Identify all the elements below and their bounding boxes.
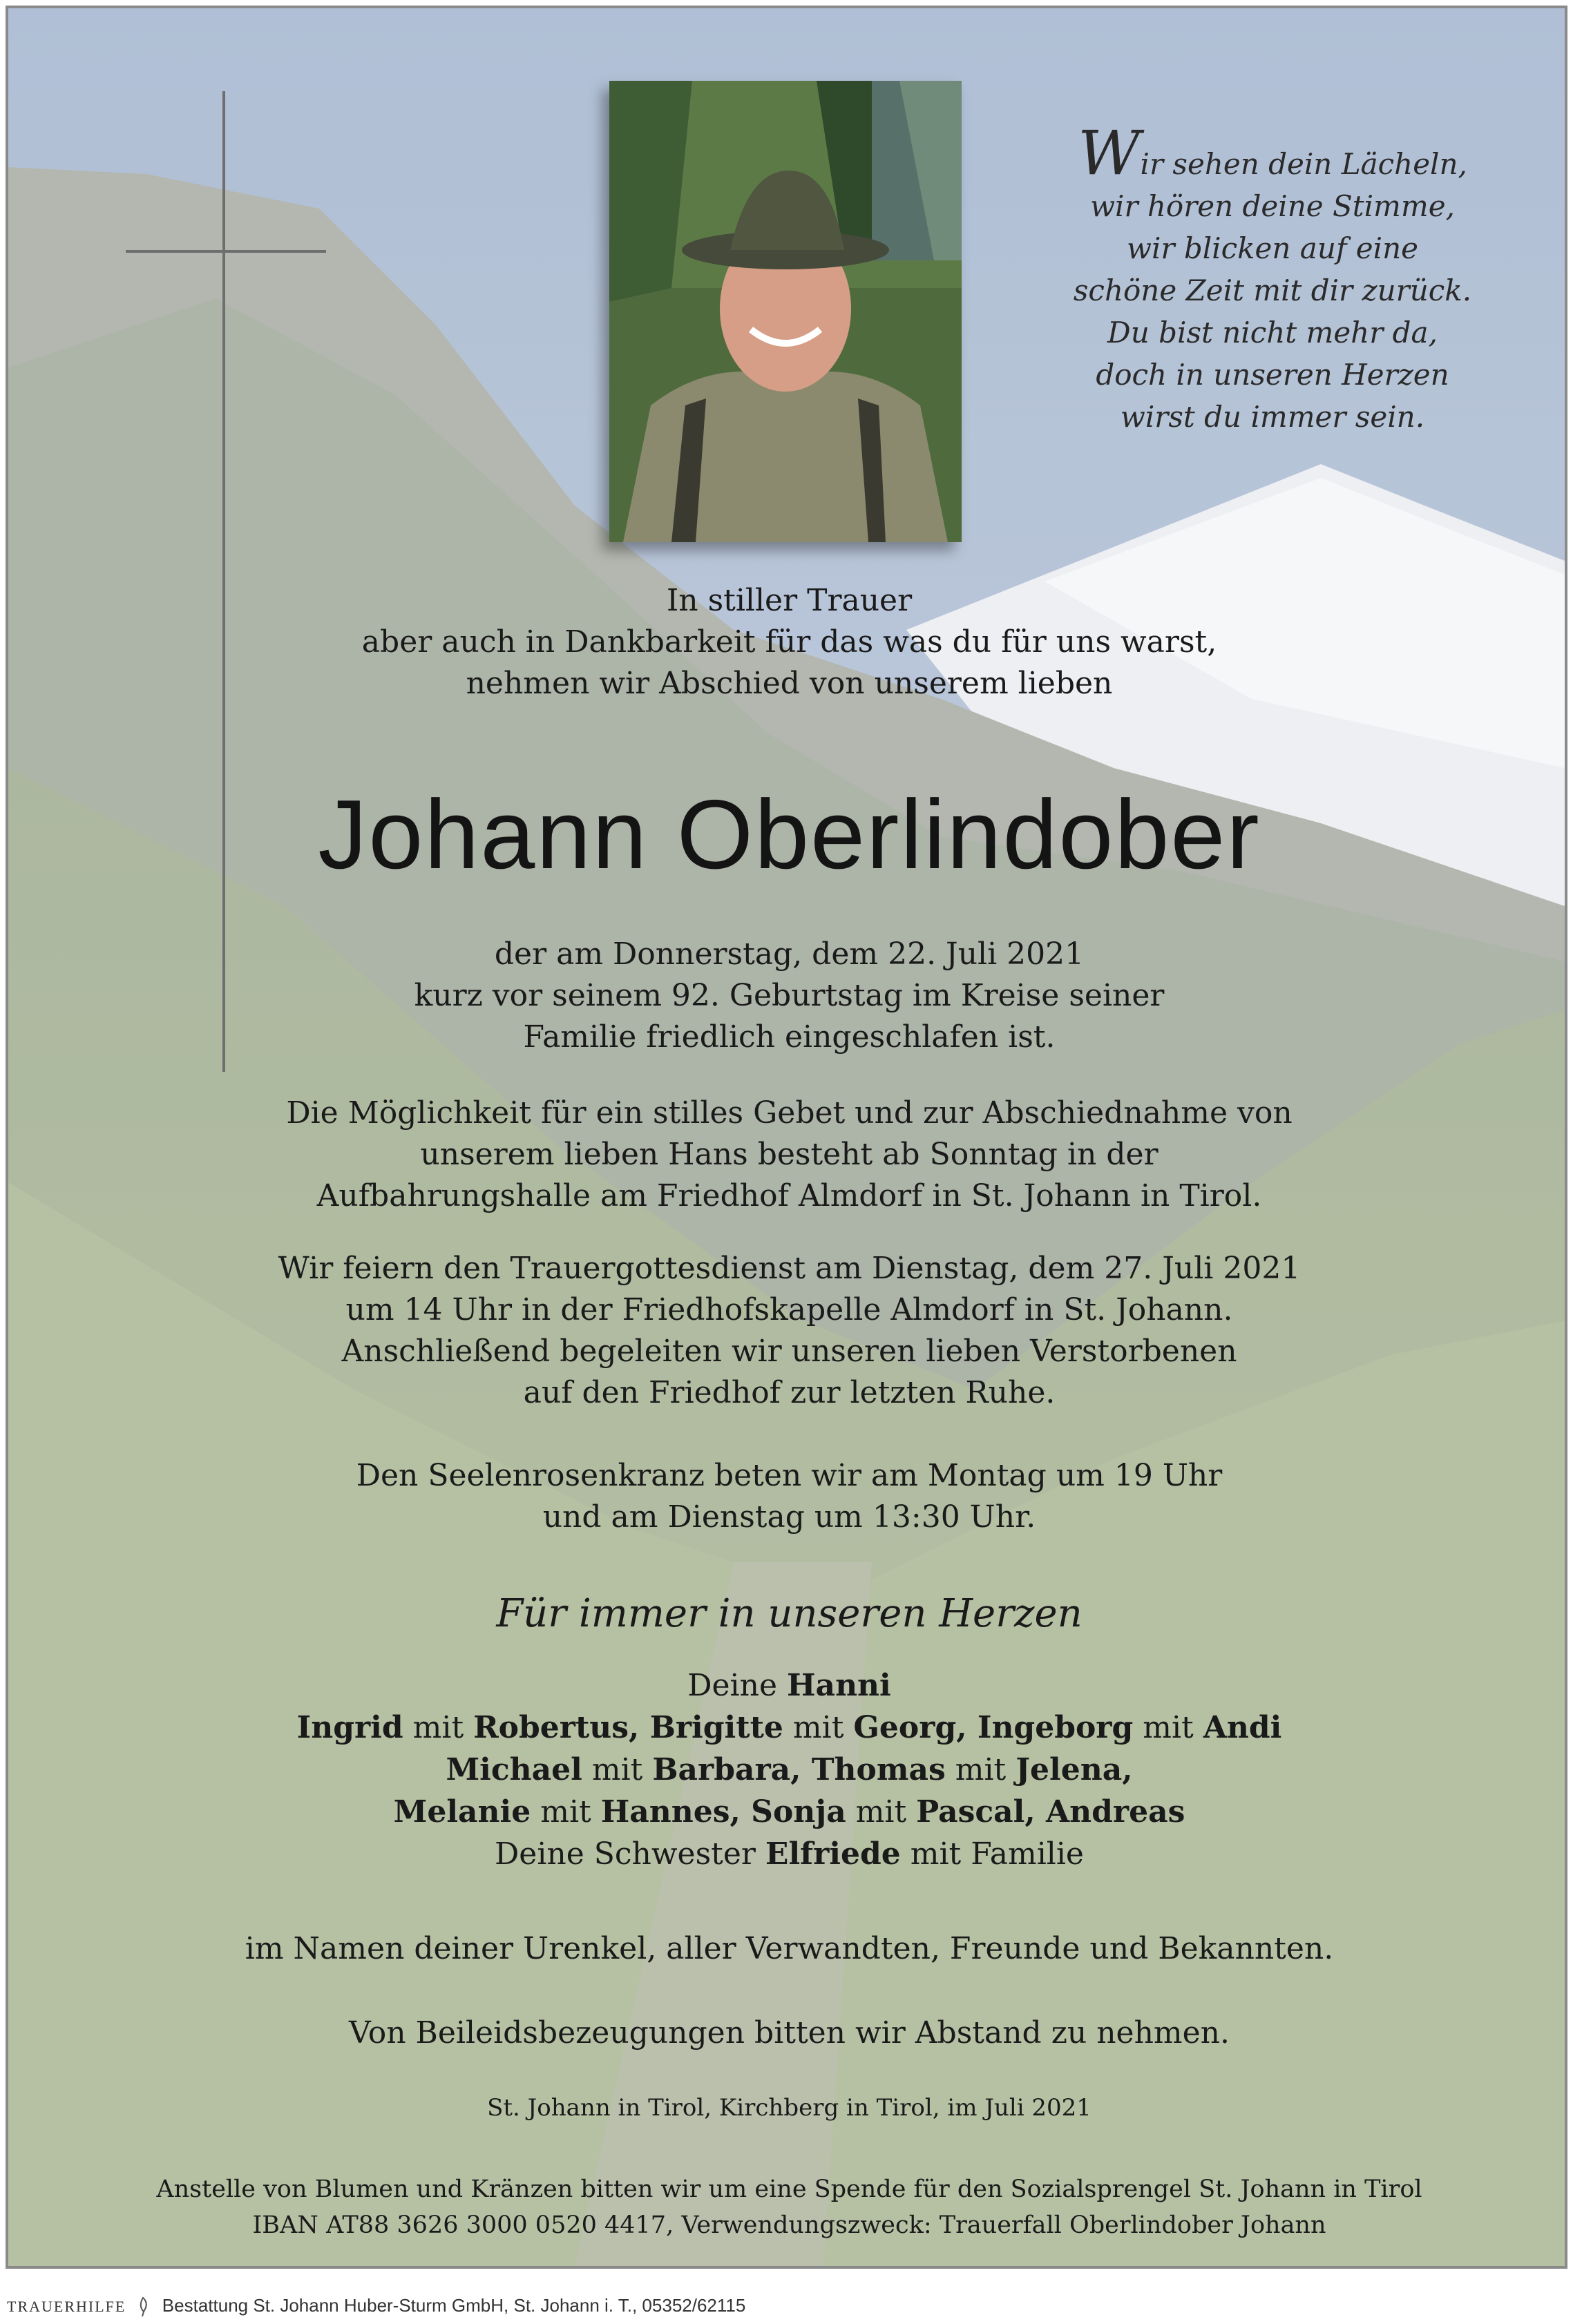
family-name: Barbara, Thomas	[652, 1752, 946, 1787]
text-line: der am Donnerstag, dem 22. Juli 2021	[494, 937, 1085, 972]
intro-line: In stiller Trauer	[666, 583, 913, 618]
text-part: mit Familie	[900, 1836, 1084, 1872]
text-line: Die Möglichkeit für ein stilles Gebet und zur Abschiednahme von	[286, 1095, 1293, 1131]
place-date: St. Johann in Tirol, Kirchberg in Tirol, im Juli 2021	[487, 2094, 1091, 2122]
leaf-icon	[135, 2296, 151, 2317]
family-line	[8, 1833, 1567, 1875]
poem-drop-letter: W	[1078, 117, 1141, 189]
text-line: Anschließend begeleiten wir unseren lieben Verstorbenen	[341, 1334, 1237, 1369]
family-name: Pascal, Andreas	[916, 1794, 1185, 1830]
family-name: Michael	[446, 1752, 582, 1787]
text-line: Aufbahrungshalle am Friedhof Almdorf in St. Johann in Tirol.	[316, 1178, 1262, 1213]
family-name: Ingrid	[296, 1710, 403, 1745]
text-line: und am Dienstag um 13:30 Uhr.	[542, 1499, 1036, 1535]
text-part: Deine	[687, 1668, 787, 1703]
family-line	[8, 1664, 1567, 1707]
portrait-photo	[609, 81, 962, 542]
family-name: Andi	[1203, 1710, 1282, 1745]
condolence-request: Von Beileidsbezeugungen bitten wir Abstand zu nehmen.	[348, 2015, 1230, 2051]
family-name: Melanie	[393, 1794, 531, 1830]
family-name: Elfriede	[765, 1836, 901, 1872]
poem-line: doch in unseren Herzen	[1096, 358, 1449, 392]
company-info: Bestattung St. Johann Huber-Sturm GmbH, St. Johann i. T., 05352/62115	[162, 2295, 746, 2316]
text-line: Wir feiern den Trauergottesdienst am Dienstag, dem 27. Juli 2021	[278, 1251, 1301, 1286]
text-line: um 14 Uhr in der Friedhofskapelle Almdorf in St. Johann.	[345, 1292, 1233, 1327]
text-line: Den Seelenrosenkranz beten wir am Montag um 19 Uhr	[356, 1458, 1223, 1493]
family-line	[8, 1749, 1567, 1791]
family-name: Robertus, Brigitte	[473, 1710, 783, 1745]
death-notice	[8, 934, 1567, 1058]
text-part: mit	[582, 1752, 653, 1787]
text-part: mit	[846, 1794, 917, 1830]
family-name: Georg, Ingeborg	[853, 1710, 1134, 1745]
funeral-service-info	[8, 1248, 1567, 1414]
text-part: Deine Schwester	[495, 1836, 765, 1872]
text-line: auf den Friedhof zur letzten Ruhe.	[523, 1375, 1056, 1410]
intro-text	[8, 580, 1567, 704]
family-list	[8, 1664, 1567, 1875]
poem-first-line: ir sehen dein Lächeln,	[1140, 147, 1467, 181]
text-part: mit	[531, 1794, 601, 1830]
donation-info	[8, 2171, 1567, 2243]
family-line	[8, 1791, 1567, 1833]
text-line: Familie friedlich eingeschlafen ist.	[523, 1019, 1056, 1055]
text-part: mit	[783, 1710, 854, 1745]
deceased-name: Johann Oberlindober	[318, 780, 1261, 890]
text-part: mit	[945, 1752, 1016, 1787]
poem	[1031, 117, 1514, 438]
family-name: Hanni	[786, 1668, 891, 1703]
closing-line: im Namen deiner Urenkel, aller Verwandten, Freunde und Bekannten.	[245, 1931, 1334, 1966]
text-part: mit	[403, 1710, 474, 1745]
poem-line: schöne Zeit mit dir zurück.	[1073, 273, 1472, 307]
poem-line	[1031, 117, 1514, 189]
family-name: Hannes, Sonja	[600, 1794, 846, 1830]
text-line: unserem lieben Hans besteht ab Sonntag in der	[420, 1137, 1159, 1172]
viewing-info	[8, 1093, 1567, 1217]
text-line: Anstelle von Blumen und Kränzen bitten wir um eine Spende für den Sozialsprengel St. Johann in Tirol	[156, 2176, 1422, 2203]
poem-line: wirst du immer sein.	[1120, 400, 1425, 434]
text-line: kurz vor seinem 92. Geburtstag im Kreise seiner	[414, 978, 1165, 1013]
text-part: mit	[1133, 1710, 1203, 1745]
poem-line: wir hören deine Stimme,	[1090, 189, 1455, 223]
family-name: Jelena,	[1016, 1752, 1133, 1787]
family-line	[8, 1707, 1567, 1749]
text-line: IBAN AT88 3626 3000 0520 4417, Verwendungszweck: Trauerfall Oberlindober Johann	[252, 2211, 1326, 2239]
poem-line: wir blicken auf eine	[1127, 231, 1418, 265]
cross-bar	[126, 250, 326, 253]
intro-line: nehmen wir Abschied von unserem lieben	[466, 666, 1113, 701]
rosary-info	[8, 1455, 1567, 1538]
obituary-card	[6, 6, 1567, 2269]
footer	[7, 2292, 1566, 2319]
motto: Für immer in unseren Herzen	[496, 1591, 1083, 1636]
intro-line: aber auch in Dankbarkeit für das was du für uns warst,	[361, 624, 1217, 660]
trauerhilfe-logo: TRAUERHILFE	[7, 2298, 126, 2315]
poem-line: Du bist nicht mehr da,	[1107, 316, 1438, 349]
